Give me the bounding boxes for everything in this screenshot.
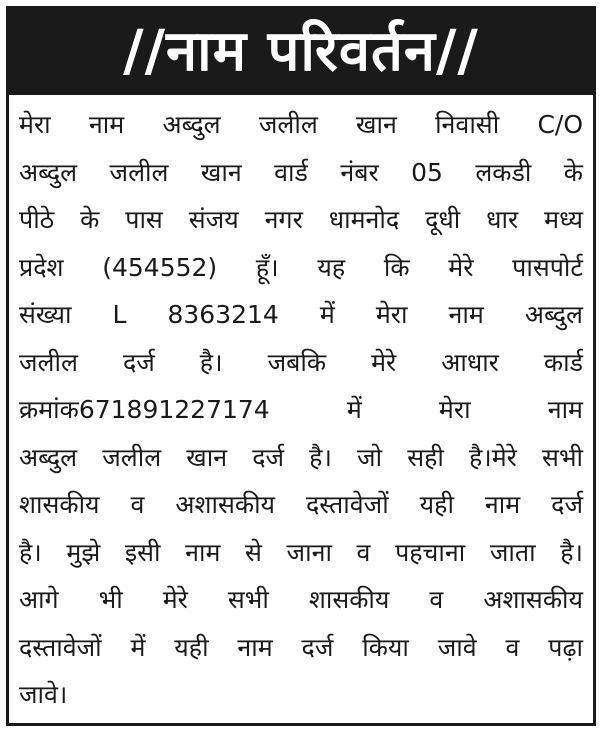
notice-line: मेरा नाम अब्दुल जलील खान निवासी C/O	[19, 110, 583, 139]
notice-line: शासकीय व अशासकीय दस्तावेजों यही नाम दर्ज	[19, 490, 583, 519]
notice-line: दस्तावेजों में यही नाम दर्ज किया जावे व पढ़ा	[19, 632, 583, 662]
notice-line: आगे भी मेरे सभी शासकीय व अशासकीय	[19, 585, 583, 614]
notice-line: है। मुझे इसी नाम से जाना व पहचाना जाता है।	[19, 537, 583, 567]
title-band	[9, 9, 593, 95]
notice-line: पीठे के पास संजय नगर धामनोद दूधी धार मध्य	[19, 205, 583, 234]
notice-line: अब्दुल जलील खान वार्ड नंबर 05 लकडी के	[19, 157, 583, 187]
notice-body	[9, 95, 593, 719]
notice-line: अब्दुल जलील खान दर्ज है। जो सही है।मेरे सभी	[19, 442, 583, 472]
notice-line: क्रमांक671891227174 में मेरा नाम	[19, 395, 583, 424]
notice-line: जावे।	[19, 680, 68, 709]
notice-line: प्रदेश (454552) हूँ। यह कि मेरे पासपोर्ट	[19, 252, 583, 282]
notice-line: जलील दर्ज है। जबकि मेरे आधार कार्ड	[19, 347, 583, 377]
name-change-notice	[6, 6, 596, 726]
notice-line: संख्या L 8363214 में मेरा नाम अब्दुल	[19, 300, 583, 329]
notice-title: //नाम परिवर्तन//	[123, 19, 479, 84]
